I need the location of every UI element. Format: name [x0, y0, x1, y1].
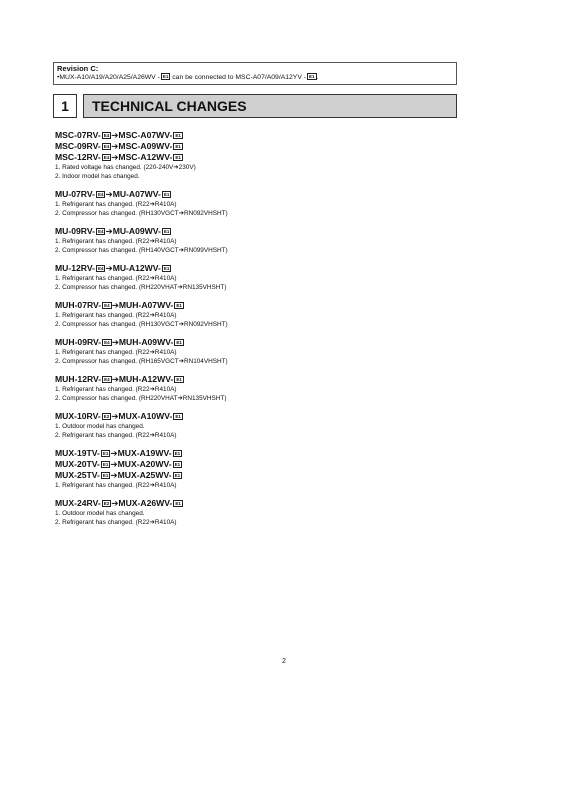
new-model-name: MSC-A12WV-	[118, 152, 173, 162]
change-group	[55, 189, 475, 218]
revision-title: Revision C:	[57, 64, 99, 73]
model-change-heading	[55, 189, 475, 200]
page-number: 2	[282, 658, 286, 665]
arrow-icon: ➔	[110, 470, 118, 480]
model-change-heading	[55, 470, 475, 481]
arrow-icon: ➔	[105, 189, 113, 199]
new-model-badge: E1	[175, 155, 181, 160]
arrow-icon: ➔	[111, 130, 119, 140]
change-note: 2. Compressor has changed. (RH140VGCT➔RN099VHSHT)	[55, 247, 228, 254]
arrow-icon: ➔	[111, 141, 119, 151]
new-model-badge: E1	[174, 451, 181, 456]
change-note: 1. Refrigerant has changed. (R22➔R410A)	[55, 312, 177, 319]
old-model-badge: E4	[103, 133, 110, 138]
old-model-name: MSC-09RV-	[55, 141, 101, 151]
revision-text	[57, 73, 453, 82]
model-change-heading	[55, 226, 475, 237]
arrow-icon: ➔	[110, 448, 118, 458]
old-model-name: MUX-20TV-	[55, 459, 100, 469]
new-model-badge: E1	[174, 473, 181, 478]
revision-badge-1: E1	[162, 74, 169, 79]
new-model-badge: E1	[163, 229, 170, 234]
change-note: 1. Rated voltage has changed. (220-240V➔230V)	[55, 164, 196, 171]
model-change-heading	[55, 459, 475, 470]
revision-box	[53, 62, 457, 85]
old-model-name: MUX-10RV-	[55, 411, 101, 421]
old-model-name: MU-09RV-	[55, 226, 95, 236]
change-group	[55, 448, 475, 490]
new-model-name: MUX-A26WV-	[118, 498, 173, 508]
model-change-heading	[55, 498, 475, 509]
change-note: 2. Compressor has changed. (RH130VGCT➔RN092VHSHT)	[55, 210, 228, 217]
change-note: 2. Compressor has changed. (RH220VHAT➔RN135VHSHT)	[55, 395, 227, 402]
arrow-icon: ➔	[110, 459, 118, 469]
arrow-icon: ➔	[111, 374, 119, 384]
new-model-name: MUH-A09WV-	[118, 337, 174, 347]
old-model-badge: E1	[102, 451, 109, 456]
model-change-heading	[55, 300, 475, 311]
change-group	[55, 226, 475, 255]
arrow-icon: ➔	[105, 226, 113, 236]
new-model-badge: E1	[175, 501, 181, 506]
change-group	[55, 263, 475, 292]
model-change-heading	[55, 141, 475, 152]
change-note: 2. Refrigerant has changed. (R22➔R410A)	[55, 519, 177, 526]
change-group	[55, 498, 475, 527]
section-header	[53, 94, 453, 118]
old-model-name: MUX-19TV-	[55, 448, 100, 458]
old-model-name: MUH-12RV-	[55, 374, 102, 384]
arrow-icon: ➔	[111, 300, 119, 310]
section-number: 1	[53, 94, 77, 118]
new-model-badge: E1	[175, 414, 181, 419]
change-group	[55, 337, 475, 366]
new-model-badge: E1	[176, 340, 182, 345]
arrow-icon: ➔	[105, 263, 113, 273]
old-model-badge: E4	[103, 155, 110, 160]
revision-text-post: .	[316, 74, 319, 81]
change-note: 1. Refrigerant has changed. (R22➔R410A)	[55, 275, 177, 282]
old-model-badge: E2	[103, 414, 110, 419]
old-model-name: MSC-07RV-	[55, 130, 101, 140]
arrow-icon: ➔	[111, 337, 119, 347]
model-change-heading	[55, 263, 475, 274]
change-group	[55, 374, 475, 403]
change-note: 1. Refrigerant has changed. (R22➔R410A)	[55, 238, 177, 245]
old-model-badge: E4	[104, 303, 110, 308]
change-note: 1. Refrigerant has changed. (R22➔R410A)	[55, 349, 177, 356]
old-model-badge: E4	[103, 144, 110, 149]
old-model-badge: E4	[104, 377, 110, 382]
old-model-name: MU-07RV-	[55, 189, 95, 199]
old-model-badge: E1	[102, 473, 109, 478]
new-model-badge: E1	[174, 462, 181, 467]
new-model-badge: E1	[175, 133, 181, 138]
change-note: 2. Compressor has changed. (RH130VGCT➔RN092VHSHT)	[55, 321, 228, 328]
old-model-name: MUH-09RV-	[55, 337, 102, 347]
new-model-name: MUX-A25WV-	[117, 470, 172, 480]
new-model-badge: E1	[176, 377, 182, 382]
model-change-heading	[55, 337, 475, 348]
old-model-badge: E4	[97, 192, 104, 197]
revision-badge-2: E1	[309, 74, 315, 79]
change-note: 2. Refrigerant has changed. (R22➔R410A)	[55, 432, 177, 439]
old-model-name: MUX-24RV-	[55, 498, 101, 508]
arrow-icon: ➔	[111, 411, 119, 421]
old-model-badge: E4	[97, 229, 104, 234]
change-note: 1. Refrigerant has changed. (R22➔R410A)	[55, 482, 177, 489]
section-title: TECHNICAL CHANGES	[83, 94, 457, 118]
new-model-name: MUX-A10WV-	[118, 411, 173, 421]
new-model-name: MUX-A19WV-	[117, 448, 172, 458]
old-model-badge: E1	[102, 462, 109, 467]
new-model-name: MU-A07WV-	[112, 189, 161, 199]
model-change-heading	[55, 411, 475, 422]
new-model-name: MSC-A09WV-	[118, 141, 173, 151]
old-model-name: MUX-25TV-	[55, 470, 100, 480]
old-model-badge: E4	[97, 266, 104, 271]
change-group	[55, 300, 475, 329]
model-change-heading	[55, 448, 475, 459]
new-model-badge: E1	[176, 303, 182, 308]
new-model-badge: E1	[163, 192, 170, 197]
change-note: 2. Indoor model has changed.	[55, 173, 140, 180]
revision-text-mid: can be connected to MSC-A07/A09/A12YV -	[170, 74, 307, 81]
change-group	[55, 130, 475, 181]
old-model-name: MSC-12RV-	[55, 152, 101, 162]
change-note: 1. Refrigerant has changed. (R22➔R410A)	[55, 201, 177, 208]
new-model-name: MSC-A07WV-	[118, 130, 173, 140]
change-note: 1. Outdoor model has changed.	[55, 423, 145, 430]
new-model-name: MUX-A20WV-	[117, 459, 172, 469]
arrow-icon: ➔	[111, 498, 119, 508]
technical-changes-list	[55, 130, 475, 535]
old-model-badge: E4	[104, 340, 110, 345]
revision-text-pre: •MUX-A10/A19/A20/A25/A26WV -	[57, 74, 160, 81]
old-model-name: MUH-07RV-	[55, 300, 102, 310]
old-model-badge: E2	[103, 501, 110, 506]
change-note: 2. Compressor has changed. (RH165VGCT➔RN104VHSHT)	[55, 358, 228, 365]
model-change-heading	[55, 130, 475, 141]
change-note: 2. Compressor has changed. (RH220VHAT➔RN135VHSHT)	[55, 284, 227, 291]
new-model-name: MU-A12WV-	[112, 263, 161, 273]
change-group	[55, 411, 475, 440]
old-model-name: MU-12RV-	[55, 263, 95, 273]
model-change-heading	[55, 374, 475, 385]
new-model-badge: E1	[175, 144, 181, 149]
new-model-name: MUH-A12WV-	[118, 374, 174, 384]
arrow-icon: ➔	[111, 152, 119, 162]
new-model-name: MU-A09WV-	[112, 226, 161, 236]
model-change-heading	[55, 152, 475, 163]
change-note: 1. Refrigerant has changed. (R22➔R410A)	[55, 386, 177, 393]
change-note: 1. Outdoor model has changed.	[55, 510, 145, 517]
new-model-badge: E1	[163, 266, 170, 271]
new-model-name: MUH-A07WV-	[118, 300, 174, 310]
